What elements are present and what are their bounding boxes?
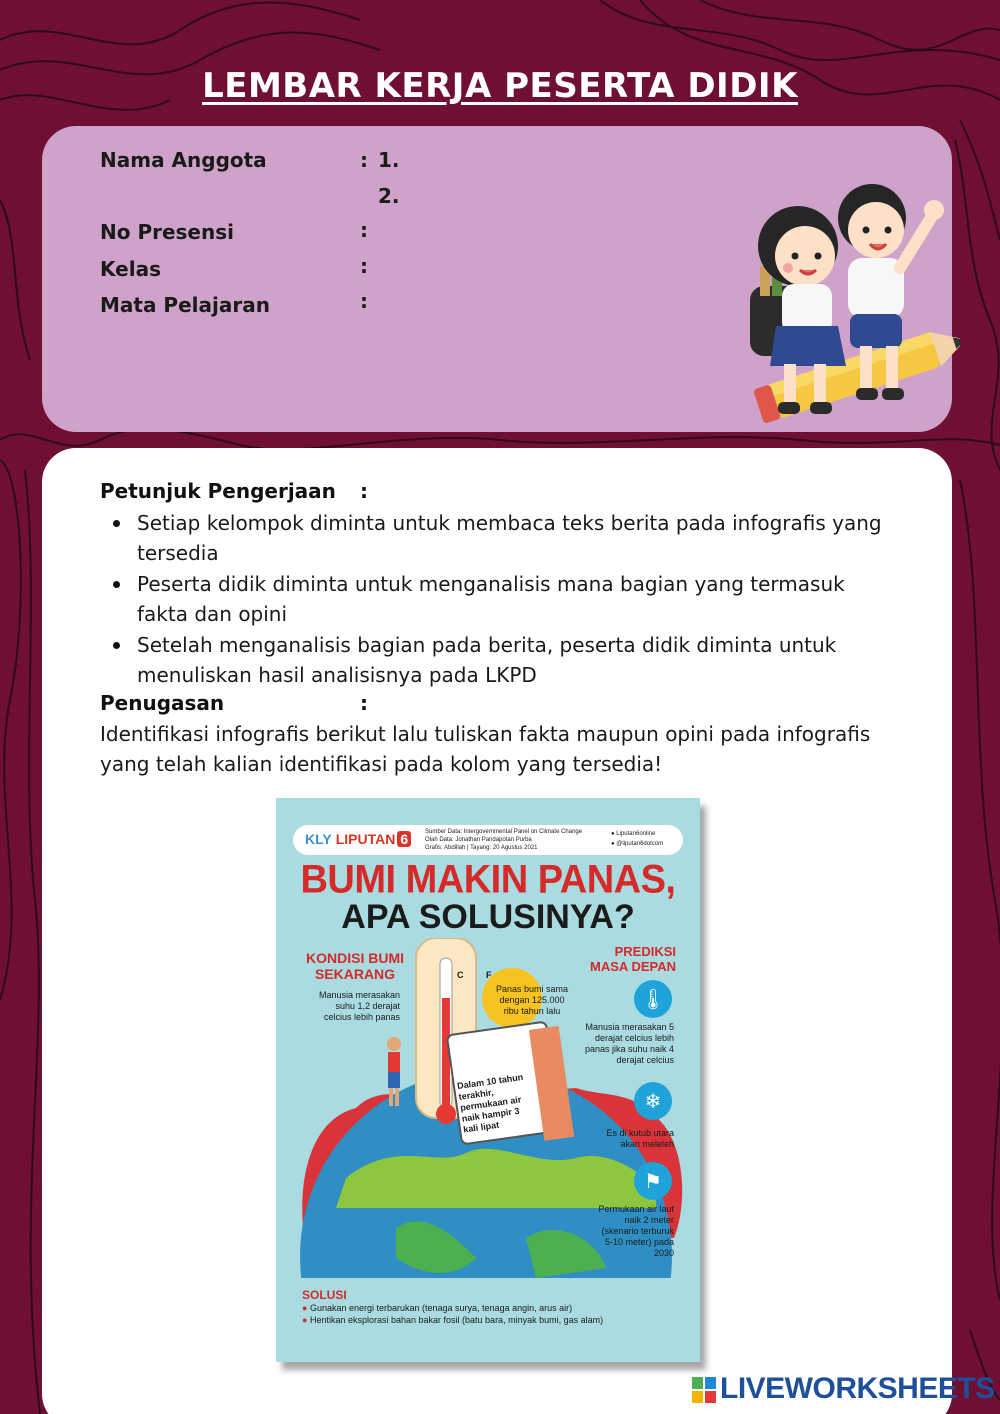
prediction-3: Permukaan air laut naik 2 meter (skenario terburuk 5-10 meter) pada 2030 xyxy=(598,1204,674,1258)
students-illustration xyxy=(710,176,960,436)
member-2-field[interactable]: 2. xyxy=(378,184,400,208)
assignment-heading: Penugasan xyxy=(100,691,225,715)
bullet-icon xyxy=(113,520,120,527)
instructions-colon: : xyxy=(360,479,368,503)
poster-headline-2: APA SOLUSINYA? xyxy=(341,898,635,936)
poster-logo: KLY LIPUTAN 6 xyxy=(305,831,411,847)
nama-anggota-colon: : xyxy=(360,148,368,172)
mata-pelajaran-label: Mata Pelajaran xyxy=(100,293,270,317)
thermometer-icon: 🌡 xyxy=(634,980,672,1018)
assignment-text: Identifikasi infografis berikut lalu tuliskan fakta maupun opini pada infografis yang telah kalian identifikasi pada kolom yang tersedia! xyxy=(100,722,871,776)
page-title: LEMBAR KERJA PESERTA DIDIK xyxy=(202,66,798,106)
poster-social: ● Liputan6online ● @liputan6dotcom xyxy=(611,831,664,847)
instructions-heading: Petunjuk Pengerjaan xyxy=(100,479,336,503)
identity-panel xyxy=(42,126,952,432)
left-text: Manusia merasakan suhu 1,2 derajat celcius lebih panas xyxy=(318,990,400,1022)
bullet-icon xyxy=(113,581,120,588)
poster-source: Sumber Data: Intergovernmental Panel on Climate Change Olah Data: Jonathan Pandapotan Purba Grafis: Abdillah | Tayang: 20 Agustus 2021 xyxy=(425,829,583,851)
no-presensi-colon: : xyxy=(360,218,368,242)
calendar-text: Dalam 10 tahun terakhir, permukaan air naik hampir 3 kali lipat xyxy=(456,1071,524,1135)
liveworksheets-watermark: LIVEWORKSHEETS xyxy=(720,1372,995,1405)
solution-item: ● Hentikan eksplorasi bahan bakar fosil (batu bara, minyak bumi, gas alam) xyxy=(302,1315,604,1325)
thermo-f-label: F xyxy=(486,970,492,980)
prediction-1: Manusia merasakan 5 derajat celcius lebih panas jika suhu naik 4 derajat celcius xyxy=(584,1022,674,1065)
instructions-list xyxy=(100,508,900,691)
kelas-label: Kelas xyxy=(100,257,161,281)
thermo-c-label: C xyxy=(457,970,464,980)
sea-level-flag-icon: ⚑ xyxy=(634,1162,672,1200)
mata-pelajaran-colon: : xyxy=(360,289,368,313)
right-title: PREDIKSI MASA DEPAN xyxy=(590,944,676,974)
sun-text: Panas bumi sama dengan 125.000 ribu tahun lalu xyxy=(495,984,569,1016)
assignment-colon: : xyxy=(360,691,368,715)
member-1-field[interactable]: 1. xyxy=(378,148,400,172)
kelas-colon: : xyxy=(360,254,368,278)
left-title: KONDISI BUMI SEKARANG xyxy=(306,950,404,982)
liveworksheets-logo-icon xyxy=(692,1377,716,1403)
instruction-item: Setiap kelompok diminta untuk membaca teks berita pada infografis yang tersedia xyxy=(100,508,900,568)
poster-headline-1: BUMI MAKIN PANAS, xyxy=(300,857,676,903)
no-presensi-label: No Presensi xyxy=(100,220,234,244)
instruction-item: Setelah menganalisis bagian pada berita, peserta didik diminta untuk menuliskan hasil analisisnya pada LKPD xyxy=(100,630,900,690)
instruction-item: Peserta didik diminta untuk menganalisis mana bagian yang termasuk fakta dan opini xyxy=(100,569,900,629)
poster-header xyxy=(293,825,683,855)
solution-title: SOLUSI xyxy=(302,1288,347,1302)
snowflake-icon: ❄ xyxy=(634,1082,672,1120)
bullet-icon xyxy=(113,642,120,649)
infographic-poster xyxy=(276,798,700,1362)
prediction-2: Es di kutub utara akan meleleh xyxy=(606,1128,674,1149)
solution-item: ● Gunakan energi terbarukan (tenaga surya, tenaga angin, arus air) xyxy=(302,1303,573,1313)
nama-anggota-label: Nama Anggota xyxy=(100,148,267,172)
